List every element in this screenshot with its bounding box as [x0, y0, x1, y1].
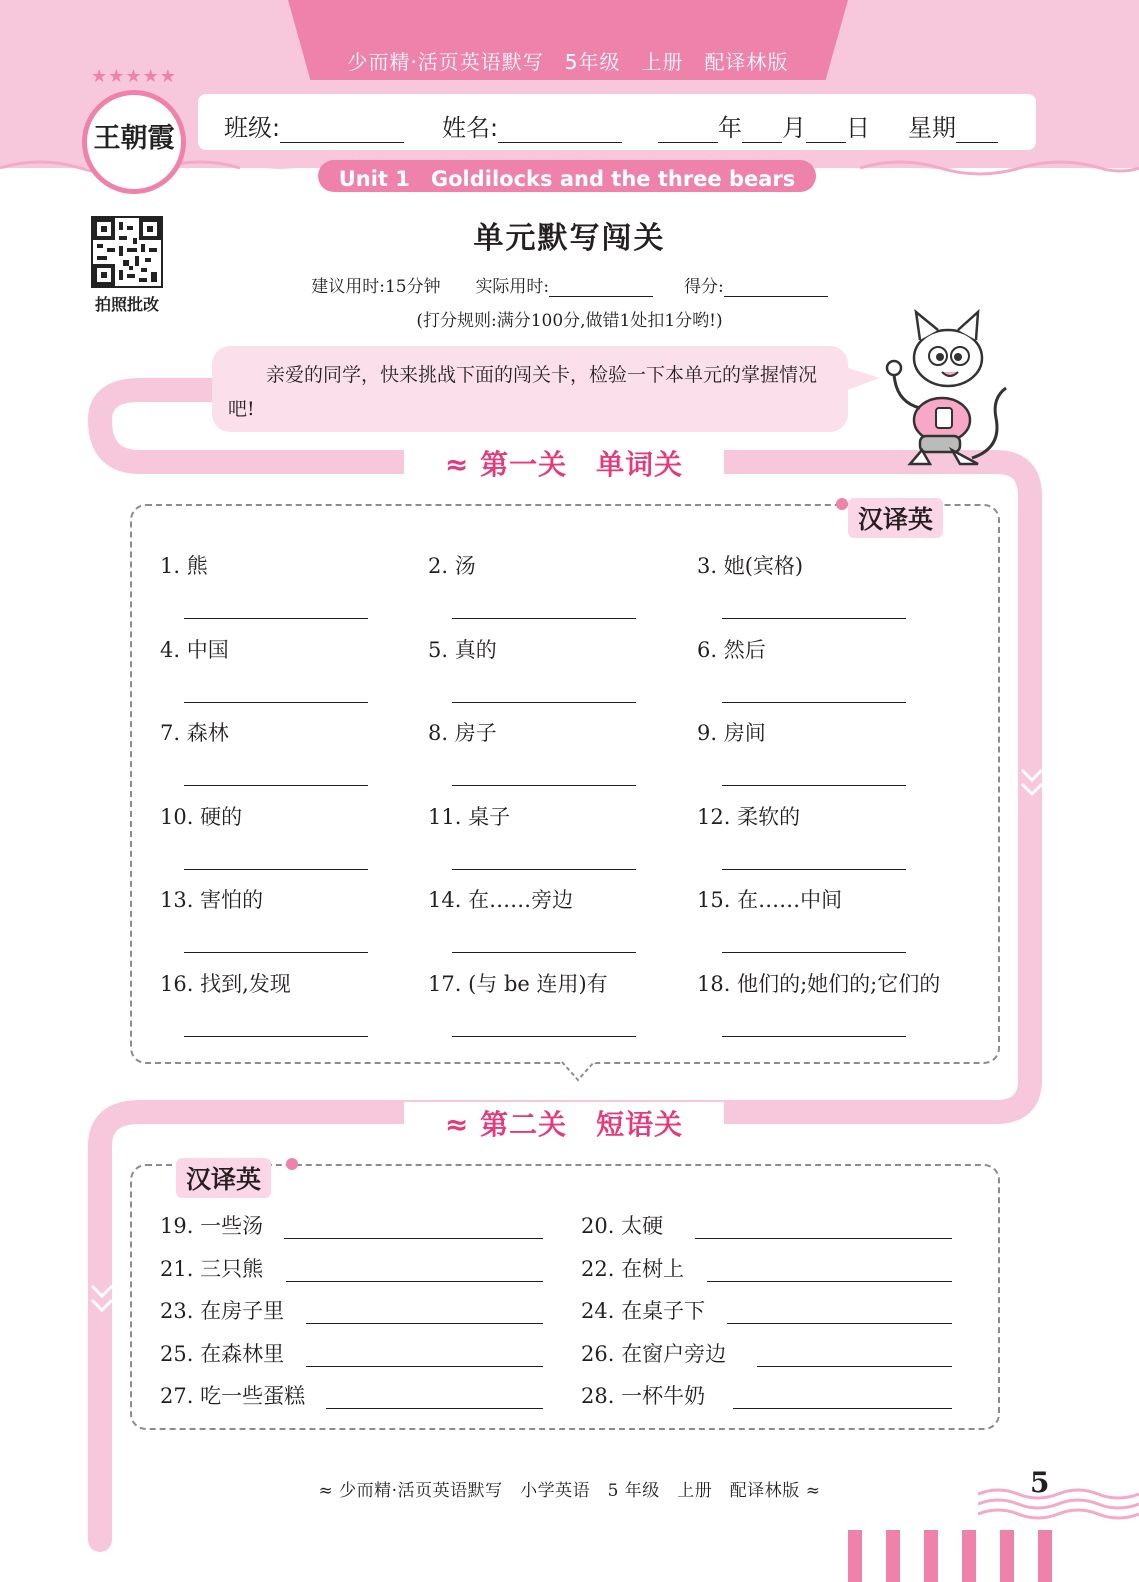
phrase-item: 21. 三只熊 — [160, 1256, 264, 1281]
word-item: 9. 房间 — [697, 721, 766, 745]
section-2-title: ≈ 第二关 短语关 — [404, 1102, 724, 1148]
year-label: 年 — [718, 114, 742, 142]
decor-bar — [1038, 1530, 1052, 1582]
decor-bar — [924, 1530, 938, 1582]
phrase-item: 19. 一些汤 — [160, 1214, 264, 1238]
page-number: 5 — [1030, 1466, 1050, 1499]
score-label: 得分: — [683, 277, 724, 297]
page-title: 单元默写闯关 — [473, 221, 666, 256]
phrase-item: 24. 在桌子下 — [581, 1299, 706, 1323]
class-label: 班级: — [224, 114, 281, 142]
section-2-tag: 汉译英 — [176, 1158, 271, 1198]
logo-stars: ★★★★★ — [91, 66, 177, 87]
answer-line[interactable] — [184, 1036, 368, 1037]
phrase-item: 28. 一杯牛奶 — [581, 1384, 706, 1408]
word-item: 2. 汤 — [428, 554, 476, 578]
phrase-item: 23. 在房子里 — [160, 1299, 285, 1323]
answer-line[interactable] — [306, 1366, 543, 1367]
tag-dot-icon — [836, 498, 848, 510]
section-1-tag: 汉译英 — [848, 498, 943, 538]
answer-line[interactable] — [184, 618, 368, 619]
answer-line[interactable] — [452, 869, 636, 870]
answer-line[interactable] — [452, 1036, 636, 1037]
answer-line[interactable] — [722, 1036, 906, 1037]
word-item: 8. 房子 — [428, 721, 497, 745]
answer-line[interactable] — [695, 1238, 952, 1239]
name-label: 姓名: — [442, 114, 499, 142]
unit-title: Unit 1 Goldilocks and the three bears — [338, 167, 796, 191]
qr-label: 拍照批改 — [94, 295, 159, 314]
bubble-text: 亲爱的同学，快来挑战下面的闯关卡，检验一下本单元的掌握情况吧! — [228, 364, 818, 420]
answer-line[interactable] — [452, 618, 636, 619]
answer-line[interactable] — [727, 1323, 952, 1324]
phrase-item: 25. 在森林里 — [160, 1341, 285, 1366]
phrase-item: 27. 吃一些蛋糕 — [160, 1384, 306, 1408]
tag-dot-icon — [286, 1158, 298, 1170]
answer-line[interactable] — [452, 785, 636, 786]
word-item: 16. 找到,发现 — [160, 971, 291, 996]
word-item: 18. 他们的;她们的;它们的 — [697, 971, 941, 996]
word-item: 1. 熊 — [160, 554, 208, 578]
answer-line[interactable] — [452, 952, 636, 953]
suggested-time: 建议用时:15分钟 — [311, 277, 441, 297]
footer-text: ≈ 少而精·活页英语默写 小学英语 5 年级 上册 配译林版 ≈ — [318, 1481, 821, 1501]
section-1-title: ≈ 第一关 单词关 — [404, 442, 724, 488]
word-item: 10. 硬的 — [160, 804, 243, 829]
decor-bar — [1000, 1530, 1014, 1582]
word-item: 13. 害怕的 — [160, 888, 264, 912]
answer-line[interactable] — [326, 1408, 543, 1409]
weekday-label: 星期 — [908, 114, 956, 142]
phrase-item: 22. 在树上 — [581, 1256, 685, 1281]
answer-line[interactable] — [452, 702, 636, 703]
answer-line[interactable] — [722, 702, 906, 703]
word-item: 11. 桌子 — [428, 804, 511, 829]
box-notch-icon — [560, 1060, 596, 1084]
answer-line[interactable] — [184, 869, 368, 870]
actual-time-label: 实际用时: — [475, 277, 550, 297]
answer-line[interactable] — [733, 1408, 952, 1409]
word-item: 5. 真的 — [428, 637, 497, 662]
word-item: 3. 她(宾格) — [697, 554, 804, 578]
phrase-item: 26. 在窗户旁边 — [581, 1341, 727, 1366]
word-item: 17. (与 be 连用)有 — [428, 971, 608, 996]
answer-line[interactable] — [184, 702, 368, 703]
answer-line[interactable] — [184, 952, 368, 953]
answer-line[interactable] — [722, 952, 906, 953]
word-item: 6. 然后 — [697, 637, 766, 662]
phrase-item: 20. 太硬 — [581, 1214, 664, 1238]
bubble-tail-icon — [842, 366, 882, 396]
answer-line[interactable] — [184, 785, 368, 786]
answer-line[interactable] — [722, 869, 906, 870]
word-item: 4. 中国 — [160, 637, 229, 662]
answer-line[interactable] — [722, 618, 906, 619]
word-item: 7. 森林 — [160, 721, 229, 745]
word-item: 15. 在……中间 — [697, 888, 843, 912]
scoring-rules: (打分规则:满分100分,做错1处扣1分哟!) — [416, 311, 723, 331]
word-item: 12. 柔软的 — [697, 804, 801, 829]
word-item: 14. 在……旁边 — [428, 888, 574, 912]
answer-line[interactable] — [707, 1281, 952, 1282]
answer-line[interactable] — [306, 1323, 543, 1324]
answer-line[interactable] — [757, 1366, 952, 1367]
cat-mascot-icon — [880, 308, 1010, 468]
answer-line[interactable] — [286, 1281, 543, 1282]
month-label: 月 — [782, 114, 806, 142]
answer-line[interactable] — [722, 785, 906, 786]
series-title: 少而精·活页英语默写 5年级 上册 配译林版 — [347, 50, 789, 74]
answer-line[interactable] — [284, 1238, 543, 1239]
decor-bar — [848, 1530, 862, 1582]
logo-text: 王朝霞 — [93, 123, 175, 154]
footer-wave-icon — [978, 1484, 1139, 1524]
day-label: 日 — [846, 114, 870, 142]
decor-bar — [886, 1530, 900, 1582]
decor-bar — [962, 1530, 976, 1582]
